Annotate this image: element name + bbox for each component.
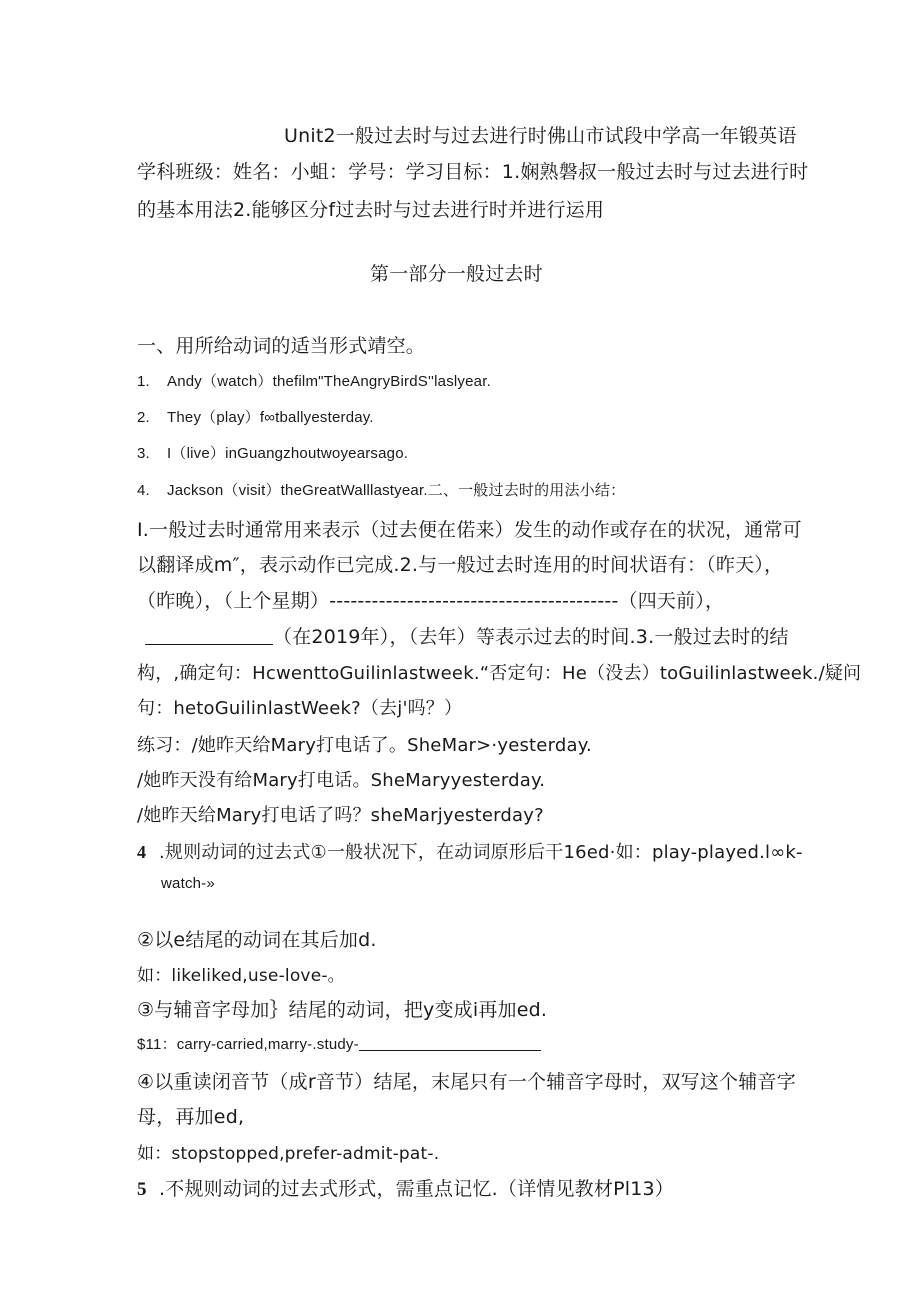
rule-e-ending: ②以e结尾的动词在其后加d. <box>137 929 377 951</box>
rule-double-consonant-cont: 母，再加ed, <box>137 1106 245 1128</box>
rule-double-example: 如：stopstopped,prefer-admit-pat-. <box>137 1144 440 1164</box>
section1-heading: 一、用所给动词的适当形式靖空。 <box>137 335 426 357</box>
document-title: Unit2一般过去时与过去进行时佛山市试段中学高一年锻英语 <box>284 125 797 147</box>
rule-double-consonant: ④以重读闭音节（成r音节）结尾，末尾只有一个辅音字母时，双写这个辅音字 <box>137 1071 796 1093</box>
rule5-line <box>137 1174 674 1201</box>
rule-number: 4 <box>137 842 147 862</box>
learning-goal-line: 的基本用法2.能够区分f过去时与过去进行时并进行运用 <box>137 199 605 221</box>
item-number: 4. <box>137 482 150 499</box>
answer-blank[interactable] <box>145 628 273 645</box>
summary-line-with-blank <box>145 622 789 649</box>
summary-line: （昨晚），（上个星期）-----------------------------------------（四天前）， <box>137 590 725 612</box>
summary-line: 句：hetoGuilinlastWeek?（去j'吗？） <box>137 698 463 719</box>
rule4-line <box>137 838 803 864</box>
part-title: 第一部分一般过去时 <box>370 263 543 285</box>
practice-line: /她昨天没有给Mary打电话。SheMaryyesterday. <box>137 770 546 791</box>
item-text: They（play）f∞tballyesterday. <box>167 409 374 426</box>
exercise-item <box>137 370 491 391</box>
summary-line: 以翻译成m″，表示动作已完成.2.与一般过去时连用的时间状语有：（昨天）， <box>137 554 784 576</box>
exercise-item <box>137 479 625 500</box>
rule-number: 5 <box>137 1179 147 1200</box>
summary-line: I.一般过去时通常用来表示（过去便在偌来）发生的动作或存在的状况，通常可 <box>137 519 802 541</box>
practice-line: 练习：/她昨天给Mary打电话了。SheMar>·yesterday. <box>137 735 592 756</box>
item-number: 3. <box>137 445 150 462</box>
rule-text: .不规则动词的过去式形式，需重点记忆.（详情见教材Pl13） <box>159 1178 674 1200</box>
example-text: $11：carry-carried,marry-.study- <box>137 1036 359 1053</box>
item-text: Andy（watch）thefilm"TheAngryBirdS''laslyear. <box>167 373 491 390</box>
summary-text: （在2019年），（去年）等表示过去的时间.3.一般过去时的结 <box>273 626 789 648</box>
practice-line: /她昨天给Mary打电话了吗？sheMarjyesterday? <box>137 805 544 826</box>
rule-y-example <box>137 1033 541 1054</box>
summary-line: 构，,确定句：HcwenttoGuilinlastweek.“否定句：He（没去）toGuilinlastweek./疑问 <box>137 663 862 684</box>
exercise-item <box>137 406 374 427</box>
rule-e-example: 如：likeliked,use-love-。 <box>137 966 345 986</box>
item-number: 2. <box>137 409 150 426</box>
exercise-item <box>137 442 408 463</box>
rule-text: .规则动词的过去式①一般状况下，在动词原形后干16ed·如：play-played.l∞k- <box>159 842 803 863</box>
student-info-line: 学科班级：姓名：小蛆：学号：学习目标：1.娴熟磐叔一般过去时与过去进行时 <box>137 161 809 183</box>
item-text: Jackson（visit）theGreatWalllastyear.二、一般过去时的用法小结： <box>167 482 626 499</box>
rule4-line-cont: watch-» <box>161 875 215 892</box>
answer-blank[interactable] <box>359 1036 541 1051</box>
rule-y-ending: ③与辅音字母加｝结尾的动词，把y变成i再加ed. <box>137 999 548 1021</box>
item-number: 1. <box>137 373 150 390</box>
item-text: I（live）inGuangzhoutwoyearsago. <box>167 445 409 462</box>
